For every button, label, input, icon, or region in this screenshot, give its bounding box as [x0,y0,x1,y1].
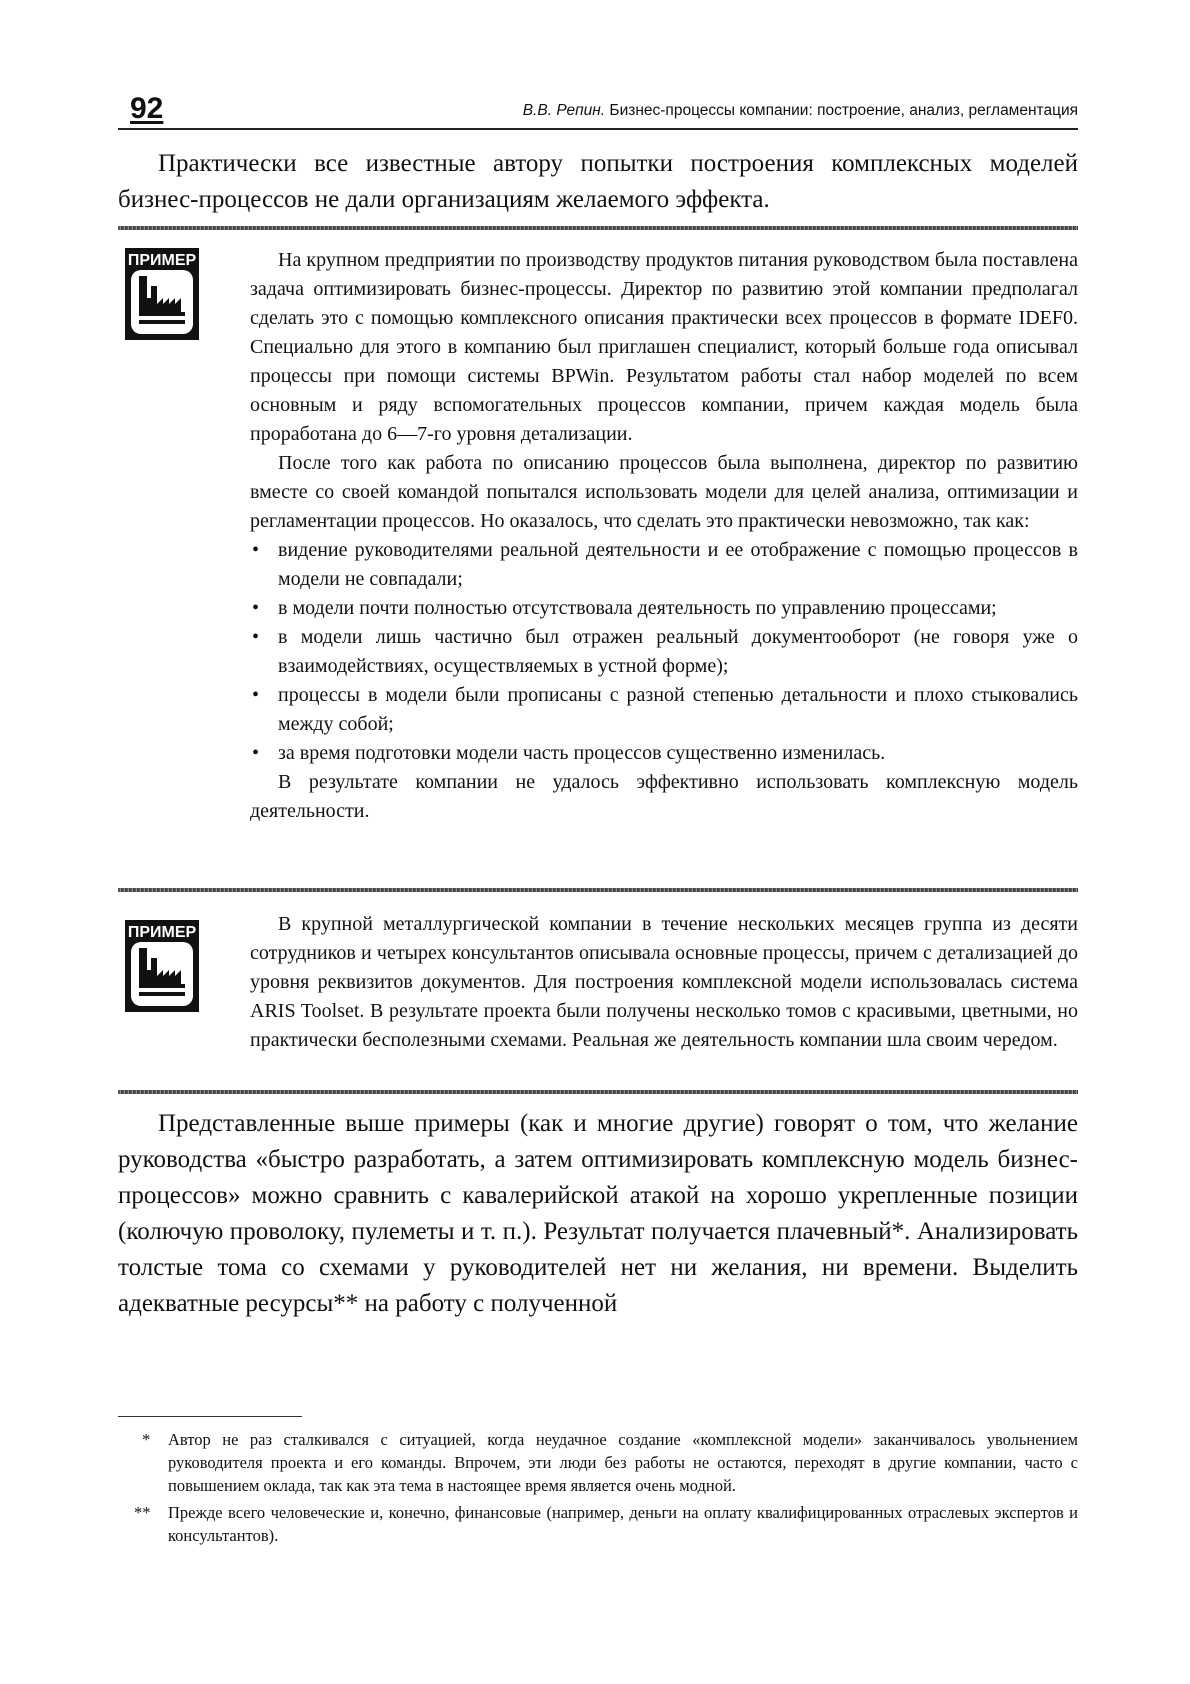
example-1-paragraph-1: На крупном предприятии по производству продуктов питания руководством была поставлена задача оптимизировать бизнес-процессы. Директор по развитию этой компании предполагал сделать это с помощью комплексного описания практически всех процессов в формате IDEF0. Специально для этого в компанию был приглашен специалист, который больше года описывал процессы при помощи системы BPWin. Результатом работы стал набор моделей по всем основным и ряду вспомогательных процессов компании, причем каждая модель была проработана до 6—7-го уровня детализации. [250,249,1078,445]
example-2-paragraph-1: В крупной металлургической компании в течение нескольких месяцев группа из десяти сотрудников и четырех консультантов описывала основные процессы, причем с детализацией до уровня реквизитов документов. Для построения комплексной модели использовалась система ARIS Toolset. В результате проекта были получены несколько томов с красивыми, цветными, но практически бесполезными схемами. Реальная же деятельность компании шла своим чередом. [250,913,1078,1051]
bullet-icon: • [252,684,260,706]
footnote-mark: * [142,1430,151,1449]
example-1 [250,246,1078,826]
bullet-icon: • [252,539,260,561]
closing-paragraph [118,1106,1078,1322]
footnote [142,1428,1078,1497]
bullet-icon: • [252,742,260,764]
intro-paragraph [118,146,1078,218]
list-item: • в модели почти полностью отсутствовала деятельность по управлению процессами; [250,594,1078,623]
bullet-icon: • [252,626,260,648]
footnote-text: Прежде всего человеческие и, конечно, финансовые (например, деньги на оплату квалифицированных отраслевых экспертов и консультантов). [168,1503,1078,1545]
closing-text: Представленные выше примеры (как и многие другие) говорят о том, что желание руководства «быстро разработать, а затем оптимизировать комплексную модель бизнес-процессов» можно сравнить с кавалерийской атакой на хорошо укрепленные позиции (колючую проволоку, пулеметы и т. п.). Результат получается плачевный*. Анализировать толстые тома со схемами у руководителей нет ни желания, ни времени. Выделить адекватные ресурсы** на работу с полученной [118,1110,1078,1317]
section-divider [118,888,1078,892]
list-item: • процессы в модели были прописаны с разной степенью детальности и плохо стыковались между собой; [250,681,1078,739]
section-divider [118,1090,1078,1094]
running-title [523,100,1078,122]
intro-text: Практически все известные автору попытки построения комплексных моделей бизнес-процессов не дали организациям желаемого эффекта. [118,150,1078,213]
example-icon-label: ПРИМЕР [127,924,197,941]
list-item: • за время подготовки модели часть процессов существенно изменилась. [250,739,1078,768]
book-title: Бизнес-процессы компании: построение, анализ, регламентация [605,102,1078,119]
example-icon-label: ПРИМЕР [127,252,197,269]
example-factory-icon [125,248,199,340]
example-1-bullet-list [250,536,1078,768]
example-factory-icon [125,920,199,1012]
footnote-mark: ** [134,1503,151,1522]
footnote-text: Автор не раз сталкивался с ситуацией, когда неудачное создание «комплексной модели» заканчивалось увольнением руководителя проекта и его команды. Впрочем, эти люди без работы не остаются, переходят в другие компании, часто с повышением оклада, так как эта тема в настоящее время является очень модной. [168,1430,1078,1495]
footnotes [134,1428,1078,1551]
example-1-conclusion: В результате компании не удалось эффективно использовать комплексную модель деятельности. [250,771,1078,822]
author-name: В.В. Репин. [522,102,606,119]
footnote [134,1501,1078,1547]
running-head [118,92,1078,130]
example-2 [250,910,1078,1055]
example-1-paragraph-2: После того как работа по описанию процессов была выполнена, директор по развитию вместе со своей командой попытался использовать модели для целей анализа, оптимизации и регламентации процессов. Но оказалось, что сделать это практически невозможно, так как: [250,452,1078,532]
bullet-icon: • [252,597,260,619]
list-item: • видение руководителями реальной деятельности и ее отображение с помощью процессов в модели не совпадали; [250,536,1078,594]
footnote-rule [118,1416,302,1417]
section-divider [118,226,1078,230]
list-item: • в модели лишь частично был отражен реальный документооборот (не говоря уже о взаимодействиях, осуществляемых в устной форме); [250,623,1078,681]
page-number: 92 [130,92,164,125]
